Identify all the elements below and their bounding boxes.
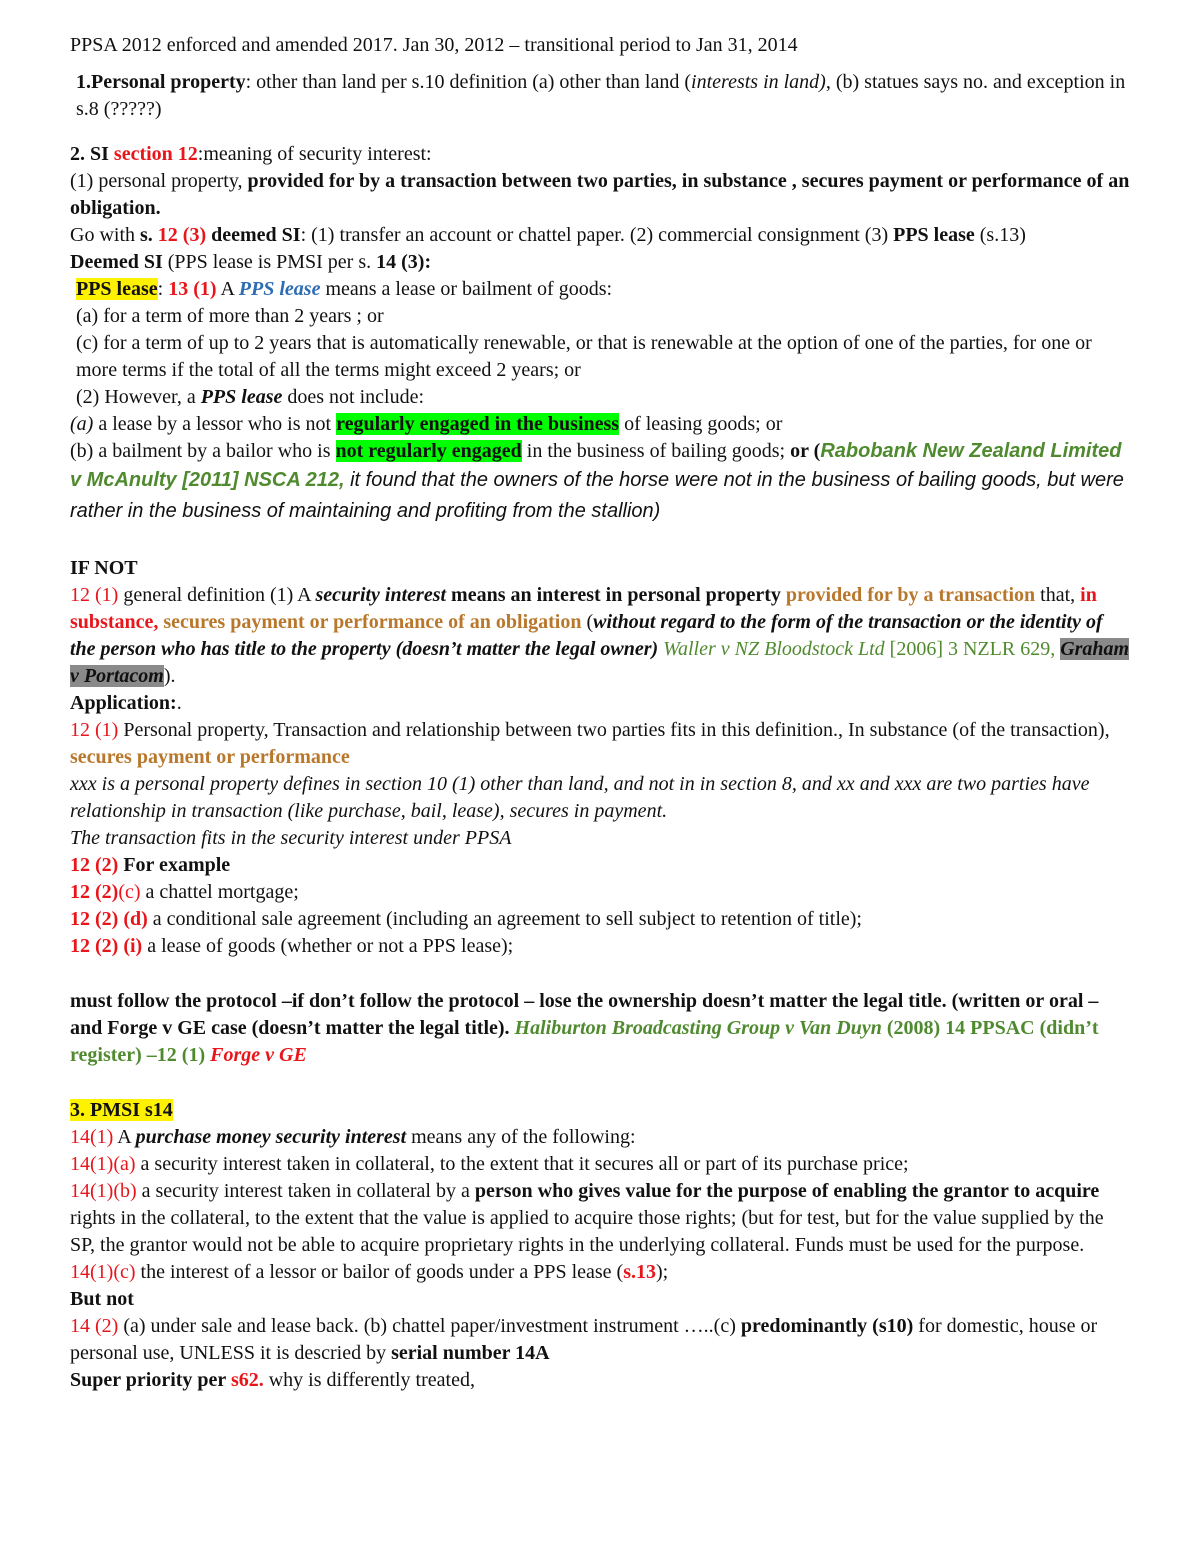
application-heading: Application:. [70, 692, 182, 714]
rabobank-case: Rabobank New Zealand Limited v McAnulty [2011] NSCA 212, [70, 440, 1122, 491]
not-regularly-engaged-highlight: not regularly engaged [335, 440, 522, 462]
exclusion-b: (b) a bailment by a bailor who is not regularly engaged in the business of bailing goods; or (Rabobank New Zealand Limited v McAnulty [2011] NSCA 212, it found that the owners of the horse were not in the business of bailing goods, but were rather in the business of maintaining and profiting from the stallion) [70, 440, 1124, 522]
general-definition: 12 (1) general definition (1) A security interest means an interest in personal property provided for by a transaction that, in substance, secures payment or performance of an obligation (without regard to the form of the transaction or the identity of the person who has title to the property (doesn’t matter the legal owner) Waller v NZ Bloodstock Ltd [2006] 3 NZLR 629, Graham v Portacom). [70, 584, 1130, 687]
super-priority: Super priority per s62. why is differently treated, [70, 1369, 475, 1391]
transaction-fits: The transaction fits in the security interest under PPSA [70, 827, 512, 849]
regularly-engaged-highlight: regularly engaged in the business [336, 413, 620, 435]
application-text: 12 (1) Personal property, Transaction and relationship between two parties fits in this definition., In substance (of the transaction), secures payment or performance [70, 719, 1110, 768]
protocol-note: must follow the protocol –if don’t follow the protocol – lose the ownership doesn’t matter the legal title. (written or oral –and Forge v GE case (doesn’t matter the legal title). Haliburton Broadcasting Group v Van Duyn (2008) 14 PPSAC (didn’t register) –12 (1) Forge v GE [70, 990, 1099, 1066]
but-not-heading: But not [70, 1288, 134, 1310]
example-chattel-mortgage: 12 (2)(c) a chattel mortgage; [70, 881, 299, 903]
pps-lease-item-c: (c) for a term of up to 2 years that is automatically renewable, or that is renewable at the option of one of the parties, for one or more terms if the total of all the terms might exceed 2 years; or [76, 332, 1092, 381]
pmsi-item-c: 14(1)(c) the interest of a lessor or bailor of goods under a PPS lease (s.13); [70, 1261, 669, 1283]
deemed-si-line: Deemed SI (PPS lease is PMSI per s. 14 (3): [70, 251, 432, 273]
document-page [70, 32, 1130, 1394]
section-3-heading [70, 1097, 1130, 1124]
pmsi-item-b: 14(1)(b) a security interest taken in collateral by a person who gives value for the purpose of enabling the grantor to acquire rights in the collateral, to the extent that the value is applied to acquire those rights; (but for test, but for the value supplied by the SP, the grantor would not be able to acquire proprietary rights in the underlying collateral. Funds must be used for the purpose. [70, 1180, 1104, 1256]
pps-lease-item-a: (a) for a term of more than 2 years ; or [76, 305, 384, 327]
pmsi-highlight: 3. PMSI s14 [70, 1099, 173, 1121]
exclusion-a: (a) a lease by a lessor who is not regularly engaged in the business of leasing goods; or [70, 413, 783, 435]
document-header: PPSA 2012 enforced and amended 2017. Jan 30, 2012 – transitional period to Jan 31, 2014 [70, 34, 798, 56]
pps-lease-highlight: PPS lease [76, 278, 158, 300]
pmsi-item-a: 14(1)(a) a security interest taken in collateral, to the extent that it secures all or part of its purchase price; [70, 1153, 909, 1175]
deemed-si-go-with: Go with s. 12 (3) deemed SI: (1) transfer an account or chattel paper. (2) commercial consignment (3) PPS lease (s.13) [70, 224, 1026, 246]
section-2-line-1: (1) personal property, provided for by a transaction between two parties, in substance , secures payment or performance of an obligation. [70, 170, 1130, 219]
application-example: xxx is a personal property defines in section 10 (1) other than land, and not in in section 8, and xx and xxx are two parties have relationship in transaction (like purchase, bail, lease), secures in payment. [70, 773, 1090, 822]
example-lease-of-goods: 12 (2) (i) a lease of goods (whether or not a PPS lease); [70, 935, 514, 957]
for-example-heading: 12 (2) For example [70, 854, 231, 876]
graham-case-highlight: Graham v Portacom [70, 638, 1130, 687]
pmsi-exclusions: 14 (2) (a) under sale and lease back. (b) chattel paper/investment instrument …..(c) predominantly (s10) for domestic, house or personal use, UNLESS it is descried by serial number 14A [70, 1315, 1098, 1364]
if-not-heading: IF NOT [70, 557, 138, 579]
waller-case: Waller v NZ Bloodstock Ltd [658, 638, 885, 660]
pps-lease-definition: PPS lease: 13 (1) A PPS lease means a lease or bailment of goods: [76, 278, 613, 300]
haliburton-case: Haliburton Broadcasting Group v Van Duyn [509, 1017, 882, 1039]
section-2-heading: 2. SI section 12:meaning of security interest: [70, 143, 432, 165]
forge-case: Forge v GE [210, 1044, 307, 1066]
example-conditional-sale: 12 (2) (d) a conditional sale agreement (including an agreement to sell subject to retention of title); [70, 908, 862, 930]
pps-lease-exclusions: (2) However, a PPS lease does not include: [76, 386, 424, 408]
section-1-personal-property: 1.Personal property: other than land per s.10 definition (a) other than land (interests in land), (b) statues says no. and exception in s.8 (?????) [76, 71, 1126, 120]
pmsi-definition: 14(1) A purchase money security interest means any of the following: [70, 1126, 636, 1148]
